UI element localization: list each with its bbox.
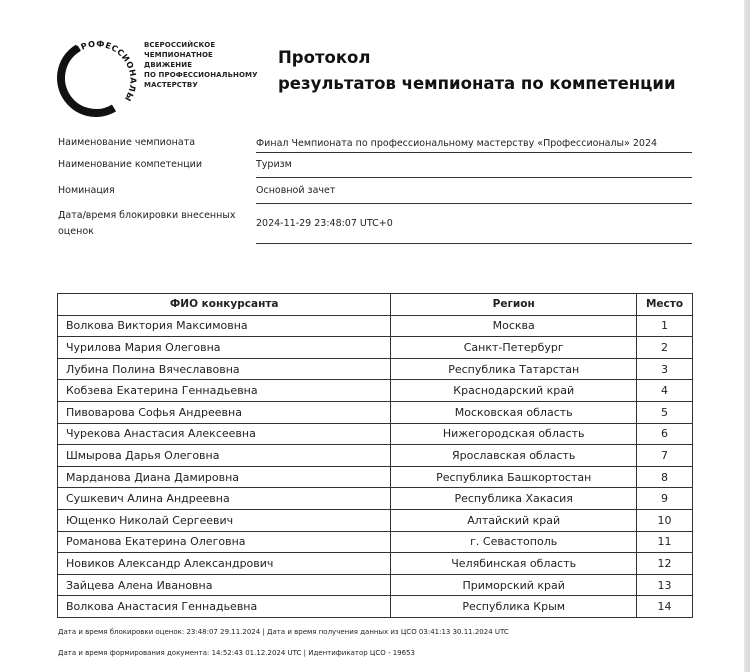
cell-place: 11	[637, 531, 693, 553]
cell-region: Республика Башкортостан	[391, 466, 637, 488]
column-header-place: Место	[637, 294, 693, 316]
logo-caption-line: ВСЕРОССИЙСКОЕ	[144, 41, 216, 49]
cell-place: 9	[637, 488, 693, 510]
cell-place: 7	[637, 445, 693, 467]
cell-name: Новиков Александр Александрович	[58, 553, 391, 575]
cell-name: Романова Екатерина Олеговна	[58, 531, 391, 553]
cell-name: Зайцева Алена Ивановна	[58, 574, 391, 596]
info-row-lock-time	[58, 204, 692, 244]
cell-place: 2	[637, 337, 693, 359]
professionals-logo-icon	[56, 32, 142, 118]
championship-info	[58, 130, 692, 244]
cell-name: Волкова Виктория Максимовна	[58, 315, 391, 337]
cell-name: Кобзева Екатерина Геннадьевна	[58, 380, 391, 402]
document-footer	[58, 622, 509, 664]
table-row	[58, 358, 693, 380]
cell-region: Приморский край	[391, 574, 637, 596]
footer-line-1: Дата и время блокировки оценок: 23:48:07 29.11.2024 | Дата и время получения данных из ЦСО 03:41:13 30.11.2024 UTC	[58, 628, 509, 636]
table-row	[58, 553, 693, 575]
results-table	[57, 293, 693, 618]
cell-place: 6	[637, 423, 693, 445]
cell-place: 12	[637, 553, 693, 575]
info-value: 2024-11-29 23:48:07 UTC+0	[256, 204, 692, 244]
cell-name: Лубина Полина Вячеславовна	[58, 358, 391, 380]
logo-caption-line: ДВИЖЕНИЕ	[144, 61, 193, 69]
table-row	[58, 337, 693, 359]
cell-region: Ярославская область	[391, 445, 637, 467]
table-row	[58, 423, 693, 445]
cell-name: Шмырова Дарья Олеговна	[58, 445, 391, 467]
info-label: Наименование чемпионата	[58, 137, 196, 148]
cell-place: 8	[637, 466, 693, 488]
cell-region: Алтайский край	[391, 509, 637, 531]
cell-name: Пивоварова Софья Андреевна	[58, 401, 391, 423]
column-header-name: ФИО конкурсанта	[58, 294, 391, 316]
cell-name: Волкова Анастасия Геннадьевна	[58, 596, 391, 618]
page-edge-shadow	[744, 0, 750, 672]
cell-region: Московская область	[391, 401, 637, 423]
cell-name: Чурилова Мария Олеговна	[58, 337, 391, 359]
cell-region: Краснодарский край	[391, 380, 637, 402]
cell-region: Санкт-Петербург	[391, 337, 637, 359]
title-line-1: Протокол	[278, 48, 371, 67]
cell-place: 14	[637, 596, 693, 618]
title-line-2: результатов чемпионата по компетенции	[278, 74, 676, 93]
table-body	[58, 315, 693, 617]
svg-text:ПРОФЕССИОНАЛЫ	[71, 38, 138, 103]
cell-place: 5	[637, 401, 693, 423]
info-row-competency	[58, 152, 692, 178]
cell-name: Сушкевич Алина Андреевна	[58, 488, 391, 510]
table-row	[58, 509, 693, 531]
table-row	[58, 466, 693, 488]
cell-name: Марданова Диана Дамировна	[58, 466, 391, 488]
logo-caption	[144, 40, 258, 90]
cell-region: Республика Крым	[391, 596, 637, 618]
footer-line-2: Дата и время формирования документа: 14:52:43 01.12.2024 UTC | Идентификатор ЦСО - 19653	[58, 649, 415, 657]
table-row	[58, 445, 693, 467]
logo-arc-text: ПРОФЕССИОНАЛЫ	[71, 38, 139, 104]
cell-place: 3	[637, 358, 693, 380]
logo-caption-line: ЧЕМПИОНАТНОЕ	[144, 51, 213, 59]
cell-place: 10	[637, 509, 693, 531]
logo-caption-line: ПО ПРОФЕССИОНАЛЬНОМУ	[144, 71, 258, 79]
info-label: Номинация	[58, 185, 115, 196]
info-label: Дата/время блокировки внесенных оценок	[58, 210, 236, 237]
table-row	[58, 380, 693, 402]
cell-name: Ющенко Николай Сергеевич	[58, 509, 391, 531]
cell-region: Москва	[391, 315, 637, 337]
table-row	[58, 401, 693, 423]
table-header-row	[58, 294, 693, 316]
cell-region: Республика Хакасия	[391, 488, 637, 510]
cell-region: Нижегородская область	[391, 423, 637, 445]
table-row	[58, 596, 693, 618]
page-title	[278, 45, 676, 97]
cell-region: Республика Татарстан	[391, 358, 637, 380]
info-value: Туризм	[256, 152, 692, 178]
table-row	[58, 531, 693, 553]
table-row	[58, 574, 693, 596]
column-header-region: Регион	[391, 294, 637, 316]
cell-place: 4	[637, 380, 693, 402]
cell-region: г. Севастополь	[391, 531, 637, 553]
info-row-championship	[58, 130, 692, 152]
info-row-nomination	[58, 178, 692, 204]
cell-name: Чурекова Анастасия Алексеевна	[58, 423, 391, 445]
cell-place: 1	[637, 315, 693, 337]
info-value: Основной зачет	[256, 178, 692, 204]
info-label: Наименование компетенции	[58, 159, 203, 170]
info-value: Финал Чемпионата по профессиональному мастерству «Профессионалы» 2024	[256, 130, 692, 153]
cell-place: 13	[637, 574, 693, 596]
table-row	[58, 488, 693, 510]
logo-caption-line: МАСТЕРСТВУ	[144, 81, 198, 89]
table-row	[58, 315, 693, 337]
cell-region: Челябинская область	[391, 553, 637, 575]
